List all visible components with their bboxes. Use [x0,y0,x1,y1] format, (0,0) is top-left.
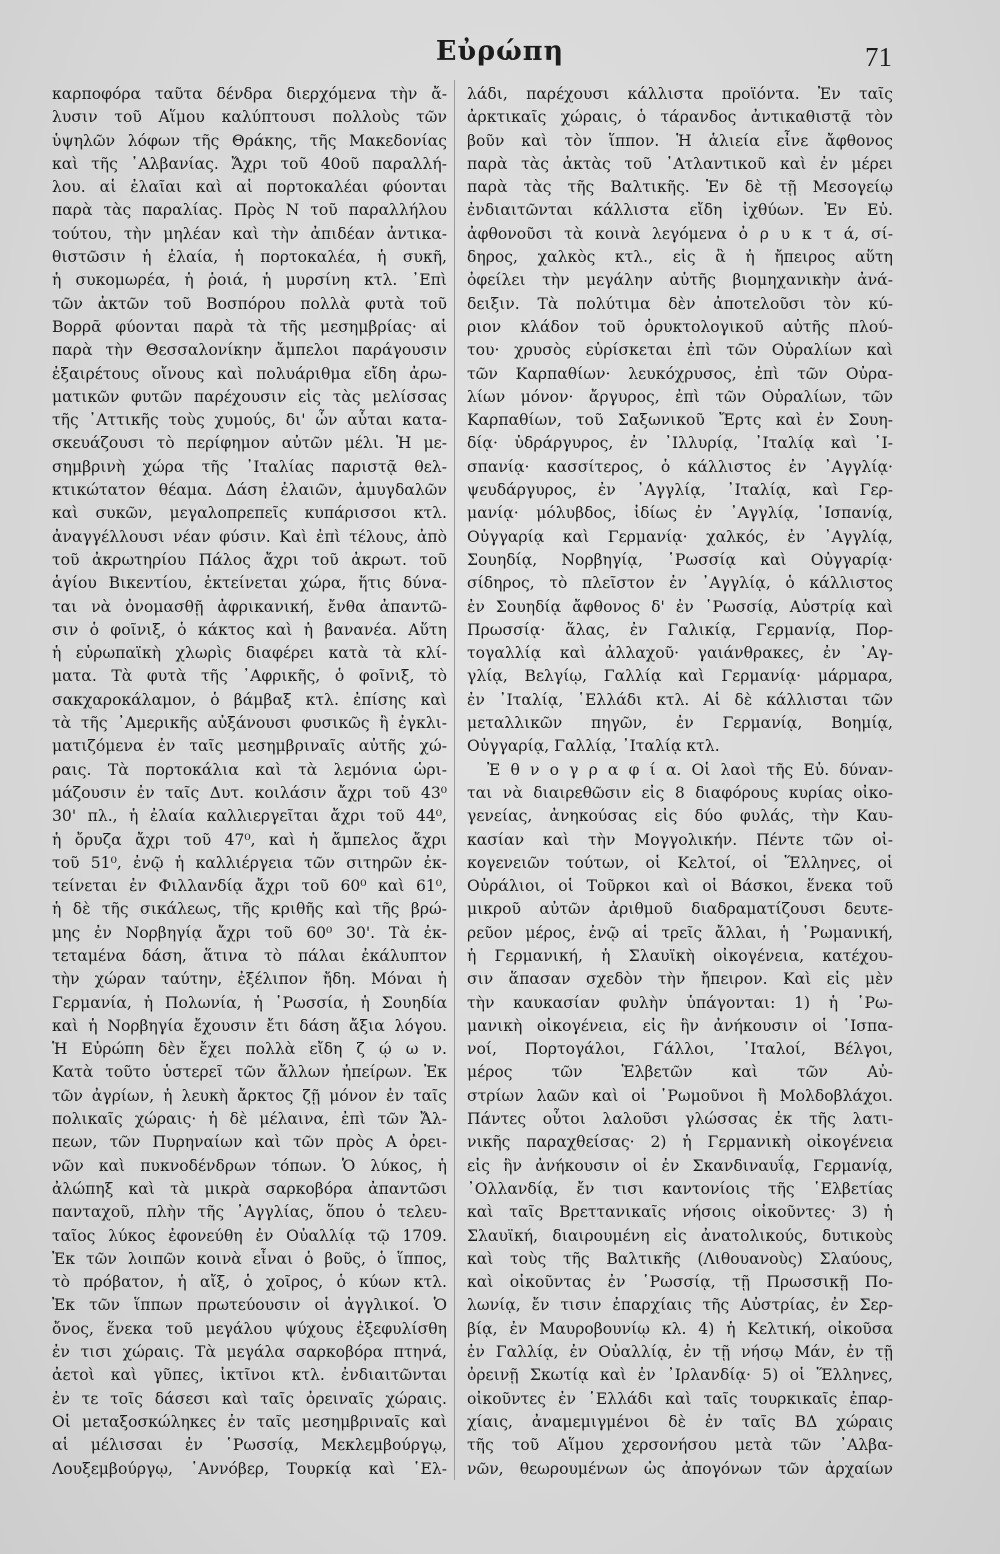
text-line: Οὐγγαρίᾳ, Γαλλίᾳ, ᾿Ιταλίᾳ κτλ. [467,737,720,756]
left-column [52,83,447,1481]
text-line: καὶ ταῖς Βρεττανικαῖς νήσοις οἰκοῦντες· 3) ἡ [467,1203,893,1222]
text-line: τείνεται ἐν Φιλλανδίᾳ ἄχρι τοῦ 60⁰ καὶ 61⁰, [52,877,447,896]
text-line: πεων, τῶν Πυρηναίων καὶ τῶν πρὸς Α ὀρει- [52,1133,447,1152]
text-line: κασίαν καὶ τὴν Μογγολικήν. Πέντε τῶν οἰ- [467,830,893,849]
text-line: Κατὰ τοῦτο ὑστερεῖ τῶν ἄλλων ἠπείρων. Ἐκ [52,1063,447,1082]
text-line: μάζουσιν ἐν ταῖς Δυτ. κοιλάσιν ἄχρι τοῦ 43⁰ [52,783,447,802]
text-line: ματικῶν φυτῶν παρέχουσιν εἰς τὰς μελίσσας [52,387,447,406]
text-line: Βορρᾶ φύονται παρὰ τὰ τῆς μεσημβρίας· αἱ [52,317,447,336]
text-line: Ἡ Εὐρώπη δὲν ἔχει πολλὰ εἴδη ζ ῴ ω ν. [52,1040,447,1059]
text-line: βίᾳ, ἐν Μαυροβουνίῳ κλ. 4) ἡ Κελτική, οἰκοῦσα [467,1319,893,1338]
text-line: μης ἐν Νορβηγίᾳ ἄχρι τοῦ 60⁰ 30'. Τὰ ἐκ- [52,923,447,942]
text-line: καὶ ἡ Νορβηγία ἔχουσιν ἔτι δάση ἄξια λόγου. [52,1016,447,1035]
text-line: τῶν Καρπαθίων· λευκόχρυσος, ἐπὶ τῶν Οὐρα- [467,364,893,383]
text-line: καρποφόρα ταῦτα δένδρα διερχόμενα τὴν ἄ- [52,85,447,103]
text-line: Οἱ μεταξοσκώληκες ἐν ταῖς μεσημβριναῖς καὶ [52,1412,447,1431]
text-line: Πάντες οὗτοι λαλοῦσι γλώσσας ἐκ τῆς λατι- [467,1110,893,1129]
text-line: τεταμένα δάση, ἅτινα τὸ πάλαι ἐκάλυπτον [52,946,447,965]
text-line: παρὰ τὰς παραλίας. Πρὸς Ν τοῦ παραλλήλου [52,201,447,220]
text-line: ἐν ᾿Ιταλίᾳ, ῾Ελλάδι κτλ. Αἱ δὲ κάλλισται τῶν [467,690,893,709]
text-line: νῶν καὶ πυκνοδένδρων τόπων. Ὁ λύκος, ἡ [52,1156,447,1175]
text-line: σιν ἅπασαν σχεδὸν τὴν ἤπειρον. Καὶ εἰς μὲν [467,970,893,989]
text-line: μανίᾳ· μόλυβδος, ἰδίως ἐν ᾿Αγγλίᾳ, ῾Ισπανίᾳ, [467,504,893,523]
text-line: τῶν ἀγρίων, ἡ λευκὴ ἄρκτος ζῇ μόνον ἐν ταῖς [52,1086,447,1105]
text-line: ψευδάργυρος, ἐν ᾿Αγγλίᾳ, ᾿Ιταλίᾳ, καὶ Γερ- [467,481,893,500]
text-line: ᾿Ολλανδίᾳ, ἔν τισι καντονίοις τῆς ῾Ελβετίας [467,1179,893,1198]
text-line: τὴν καυκασίαν φυλὴν ὑπάγονται: 1) ἡ ῾Ρω- [467,993,893,1012]
text-line: ἡ ὄρυζα ἄχρι τοῦ 47⁰, καὶ ἡ ἄμπελος ἄχρι [52,830,447,849]
text-line: μικροῦ αὐτῶν ἀριθμοῦ διαδραματίζουσι δευτε- [467,900,893,919]
text-line: ριον κλάδον τοῦ ὀρυκτολογικοῦ αὐτῆς πλού- [467,317,893,336]
text-line: ἐν τε τοῖς δάσεσι καὶ ταῖς ὀρειναῖς χώραις. [52,1389,447,1408]
text-line: δίᾳ· ὑδράργυρος, ἐν ᾿Ιλλυρίᾳ, ᾿Ιταλίᾳ καὶ ῾Ι- [467,434,893,453]
text-line: ὀφείλει τὴν μεγάλην αὐτῆς βιομηχανικὴν ἀνά- [467,271,893,290]
text-line: ἐν τισι χώραις. Τὰ μεγάλα σαρκοβόρα πτηνά, [52,1343,447,1362]
text-line: καὶ τῆς ᾿Αλβανίας. Ἄχρι τοῦ 40οῦ παραλλή- [52,154,447,173]
text-line: ἐνδιαιτῶνται κάλλιστα εἴδη ἰχθύων. Ἐν Εὐ. [467,201,893,220]
text-line: λωνίᾳ, ἔν τισιν ἐπαρχίαις τῆς Αὐστρίας, ἐν Σερ- [467,1296,893,1315]
text-line: Λουξεμβούργῳ, ῾Αννόβερ, Τουρκίᾳ καὶ ῾Ελ- [52,1459,447,1478]
text-line: λου. αἱ ἐλαῖαι καὶ αἱ πορτοκαλέαι φύονται [52,178,447,197]
text-line: ἡ Γερμανική, ἡ Σλαυϊκὴ οἰκογένεια, κατέχου- [467,946,893,965]
text-line: αἱ μέλισσαι ἐν ῾Ρωσσίᾳ, Μεκλεμβούργῳ, [52,1436,447,1455]
text-line: γενείας, ἀνηκούσας εἰς δύο φυλάς, τὴν Καυ- [467,807,893,826]
text-line: ραις. Τὰ πορτοκάλια καὶ τὰ λεμόνια ὡρι- [52,760,447,779]
running-header: Εὐρώπη [435,36,565,67]
text-line: ται νὰ διαιρεθῶσιν εἰς 8 διαφόρους κυρίας οἰκο- [467,783,893,802]
text-line: τοῦ ἀκρωτηρίου Πάλος ἄχρι τοῦ ἀκρωτ. τοῦ [52,550,447,569]
text-line: τῆς ᾿Αττικῆς τοὺς χυμούς, δι' ὧν αὗται κατα- [52,411,447,430]
text-line: 30' πλ., ἡ ἐλαία καλλιεργεῖται ἄχρι τοῦ 44⁰, [52,807,447,826]
text-line: δειξιν. Τὰ πολύτιμα δὲν ἀποτελοῦσι τὸν κύ- [467,294,893,313]
text-line: τῶν ἀκτῶν τοῦ Βοσπόρου πολλὰ φυτὰ τοῦ [52,294,447,313]
text-line: εἰς ἣν ἀνήκουσιν οἱ ἐν Σκανδιναυΐᾳ, Γερμανίᾳ, [467,1156,893,1175]
text-line: τὸ πρόβατον, ἡ αἴξ, ὁ χοῖρος, ὁ κύων κτλ. [52,1273,447,1292]
text-line: γλίᾳ, Βελγίῳ, Γαλλίᾳ καὶ Γερμανίᾳ· μάρμαρα, [467,667,893,686]
text-line: Καρπαθίων, τοῦ Σαξωνικοῦ Ἔρτς καὶ ἐν Σουη- [467,411,893,430]
text-line: τογαλλίᾳ καὶ ἀλλαχοῦ· γαιάνθρακες, ἐν ᾿Αγ- [467,644,893,663]
text-line: ἐν Γαλλίᾳ, ἐν Οὐαλλίᾳ, ἐν τῇ νήσῳ Μάν, ἐν τῇ [467,1343,893,1362]
text-line: ὀρεινῇ Σκωτίᾳ καὶ ἐν ᾿Ιρλανδίᾳ· 5) οἱ Ἕλληνες, [467,1366,893,1385]
text-line: λυσιν τοῦ Αἵμου καλύπτουσι πολλοὺς τῶν [52,108,447,127]
text-line: ἀφθονοῦσι τὰ κοινὰ λεγόμενα ὀ ρ υ κ τ ά, σί- [467,224,893,243]
text-line: ὑψηλῶν λόφων τῆς Θράκης, τῆς Μακεδονίας [52,131,447,150]
text-line: τῆς τοῦ Αἵμου χερσονήσου μετὰ τῶν ᾿Αλβα- [467,1436,893,1455]
text-line: τὰ τῆς ᾿Αμερικῆς αὐξάνουσι φυσικῶς ἢ ἐγκλι- [52,714,447,733]
text-line: Ἐκ τῶν λοιπῶν κοινὰ εἶναι ὁ βοῦς, ὁ ἵππος, [52,1249,447,1268]
text-line: σιν ὁ φοῖνιξ, ὁ κάκτος καὶ ἡ βανανέα. Αὕτη [52,620,447,639]
text-line: νῶν, θεωρουμένων ὡς ἀπογόνων τῶν ἀρχαίων [467,1459,893,1478]
text-line: ἡ δὲ τῆς σικάλεως, τῆς κριθῆς καὶ τῆς βρώ- [52,900,447,919]
text-line: βοῦν καὶ τὸν ἵππον. Ἡ ἁλιεία εἶνε ἄφθονος [467,131,893,150]
text-line: ἐν Σουηδίᾳ ἄφθονος δ' ἐν ῾Ρωσσίᾳ, Αὐστρίᾳ καὶ [467,597,893,616]
text-line: Οὐράλιοι, οἱ Τοῦρκοι καὶ οἱ Βάσκοι, ἕνεκα τοῦ [467,877,893,896]
text-line: λάδι, παρέχουσι κάλλιστα προϊόντα. Ἐν ταῖς [467,85,893,103]
text-line: ταῖος λύκος ἐφονεύθη ἐν Οὐαλλίᾳ τῷ 1709. [52,1226,447,1245]
text-line: σκευάζουσι τὸ περίφημον αὐτῶν μέλι. Ἡ με- [52,434,447,453]
text-line: ἀναγγέλλουσι νέαν φύσιν. Καὶ ἐπὶ τέλους, ἀπὸ [52,527,447,546]
text-line: σημβρινὴ χώρα τῆς ᾿Ιταλίας παριστᾷ θελ- [52,457,447,476]
text-line: σίδηρος, τὸ πλεῖστον ἐν ᾿Αγγλίᾳ, ὁ κάλλιστος [467,574,893,593]
text-line: ἡ εὐρωπαϊκὴ χλωρὶς διαφέρει κατὰ τὰ κλί- [52,644,447,663]
text-line: ται νὰ ὀνομασθῇ ἀφρικανική, ἔνθα ἀπαντῶ- [52,597,447,616]
text-line: ρεῦον μέρος, ἐνῷ αἱ τρεῖς ἄλλαι, ἡ ῾Ρωμανική, [467,923,893,942]
text-line: σπανίᾳ· κασσίτερος, ὁ κάλλιστος ἐν ᾿Αγγλίᾳ· [467,457,893,476]
text-line: ματα. Τὰ φυτὰ τῆς ᾿Αφρικῆς, ὁ φοῖνιξ, τὸ [52,667,447,686]
text-line: μανικὴ οἰκογένεια, εἰς ἣν ἀνήκουσιν οἱ ῾Ισπα- [467,1016,893,1035]
text-line: παρὰ τὰς ἀκτὰς τοῦ ᾿Ατλαντικοῦ καὶ ἐν μέρει [467,154,893,173]
text-line: παρὰ τὴν Θεσσαλονίκην ἄμπελοι παράγουσιν [52,341,447,360]
text-line: ἀρκτικαῖς χώραις, ὁ τάρανδος ἀντικαθιστᾷ τὸν [467,108,893,127]
text-line: μεταλλικῶν πηγῶν, ἐν Γερμανίᾳ, Βοημίᾳ, [467,714,893,733]
text-line: οἰκοῦντες ἐν ῾Ελλάδι καὶ ταῖς τουρκικαῖς ἐπαρ- [467,1389,893,1408]
text-line: ὄνος, ἕνεκα τοῦ μεγάλου ψύχους ἐξεφυλίσθη [52,1319,447,1338]
text-line: στρίων λαῶν καὶ οἱ ῾Ρωμοῦνοι ἢ Μολδοβλάχοι. [467,1086,893,1105]
text-line: καὶ οἰκοῦντας ἐν ῾Ρωσσίᾳ, τῇ Πρωσσικῇ Πο- [467,1273,893,1292]
text-line: χίαις, ἀναμεμιγμένοι δὲ ἐν ταῖς ΒΔ χώραις [467,1412,893,1431]
text-line: του· χρυσὸς εὑρίσκεται ἐπὶ τῶν Οὐραλίων καὶ [467,341,893,360]
text-line: παρὰ τὰς τῆς Βαλτικῆς. Ἐν δὲ τῇ Μεσογείῳ [467,178,893,197]
right-column [467,83,893,1481]
text-line: Ἐκ τῶν ἵππων πρωτεύουσιν οἱ ἀγγλικοί. Ὁ [52,1296,447,1315]
text-line: πολικαῖς χώραις· ἡ δὲ μέλαινα, ἐπὶ τῶν Ἄλ- [52,1110,447,1129]
text-line: λίων μόνον· ἄργυρος, ἐπὶ τῶν Οὐραλίων, τῶν [467,387,893,406]
text-line: νικῆς παραχθείσας· 2) ἡ Γερμανικὴ οἰκογένεια [467,1133,893,1152]
text-line: ἡ συκομωρέα, ἡ ῥοιά, ἡ μυρσίνη κτλ. ᾿Επὶ [52,271,447,290]
text-line: καὶ τοὺς τῆς Βαλτικῆς (Λιθουανοὺς) Σλαύους, [467,1249,893,1268]
text-line: ἀλώπηξ καὶ τὰ μικρὰ σαρκοβόρα ἀπαντῶσι [52,1179,447,1198]
text-line: κτικώτατον θέαμα. Δάση ἐλαιῶν, ἀμυγδαλῶν [52,481,447,500]
text-line: ἁγίου Βικεντίου, ἐκτείνεται χώρα, ἥτις δύνα- [52,574,447,593]
text-line: Ἐ θ ν ο γ ρ α φ ί α. Οἱ λαοὶ τῆς Εὐ. δύναν- [487,760,893,779]
text-line: τούτου, τὴν μηλέαν καὶ τὴν ἀπιδέαν ἀντικα- [52,224,447,243]
text-line: τὴν χώραν ταύτην, ἐξέλιπον ἤδη. Μόναι ἡ [52,970,447,989]
text-line: Πρωσσίᾳ· ἅλας, ἐν Γαλικίᾳ, Γερμανίᾳ, Πορ- [467,620,893,639]
text-line: θιστῶσιν ἡ ἐλαία, ἡ πορτοκαλέα, ἡ συκῆ, [52,248,447,267]
text-line: δηρος, χαλκὸς κτλ., εἰς ἃ ἡ ἤπειρος αὕτη [467,248,893,267]
text-line: Οὐγγαρίᾳ καὶ Γερμανίᾳ· χαλκός, ἐν ᾿Αγγλίᾳ, [467,527,893,546]
text-line: Σουηδίᾳ, Νορβηγίᾳ, ῾Ρωσσίᾳ καὶ Οὐγγαρίᾳ· [467,550,893,569]
text-line: ματιζόμενα ἐν ταῖς μεσημβριναῖς αὐτῆς χώ- [52,737,447,756]
text-line: ἐξαιρέτους οἴνους καὶ πολυάριθμα εἴδη ἀρω- [52,364,447,383]
page-number: 71 [865,42,892,72]
text-line: σακχαροκάλαμον, ὁ βάμβαξ κτλ. ἐπίσης καὶ [52,690,447,709]
text-line: Γερμανία, ἡ Πολωνία, ἡ ῾Ρωσσία, ἡ Σουηδία [52,993,447,1012]
text-line: καὶ συκῶν, μεγαλοπρεπεῖς κυπάρισσοι κτλ. [52,504,447,523]
text-line: πανταχοῦ, πλὴν τῆς ᾿Αγγλίας, ὅπου ὁ τελευ- [52,1203,447,1222]
text-line: μέρος τῶν Ἑλβετῶν καὶ τῶν Αὐ- [467,1063,893,1082]
text-line: νοί, Πορτογάλοι, Γάλλοι, ᾿Ιταλοί, Βέλγοι, [467,1040,893,1059]
text-line: Σλαυϊκή, διαιρουμένη εἰς ἀνατολικούς, δυτικοὺς [467,1226,893,1245]
text-line: κογενειῶν τούτων, οἱ Κελτοί, οἱ Ἕλληνες, οἱ [467,853,893,872]
text-line: τοῦ 51⁰, ἐνῷ ἡ καλλιέργεια τῶν σιτηρῶν ἐκ- [52,853,447,872]
text-line: ἀετοὶ καὶ γῦπες, ἰκτῖνοι κτλ. ἐνδιαιτῶνται [52,1366,447,1385]
column-divider [454,80,455,1480]
